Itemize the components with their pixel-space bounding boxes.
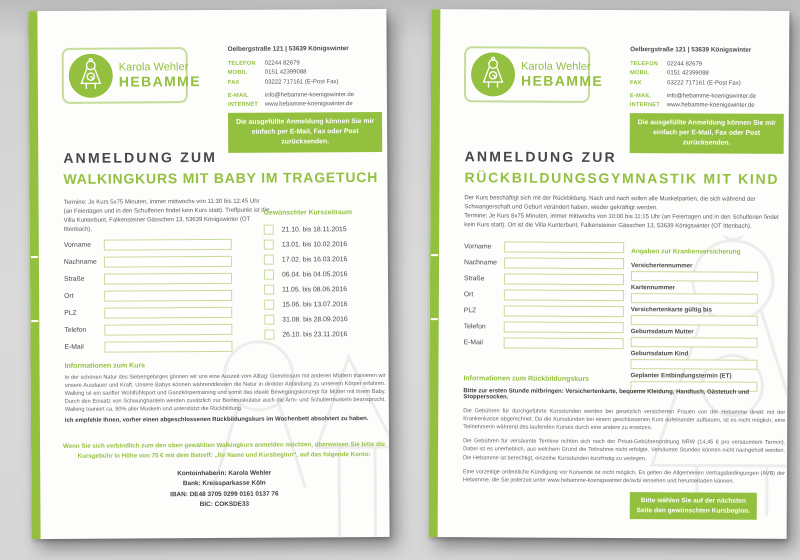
title-line1: ANMELDUNG ZUR — [464, 148, 617, 166]
period-date: 13.01. bis 10.02.2016 — [281, 240, 348, 249]
period-date: 26.10. bis 23.11.2016 — [282, 330, 348, 339]
page-title — [464, 148, 779, 187]
fold-mark — [31, 256, 38, 258]
mobil-label: MOBIL — [227, 70, 248, 77]
email-value: info@hebamme-koenigswinter.de — [666, 93, 757, 100]
course-terms: Termine: Je Kurs 5x75 Minuten, immer mittwochs von 11:30 bis 12:45 Uhr (an Feiertagen und in den Schulferien findet kein Kurs statt). Treffpunkt ist die Villa Kunterbunt, Falkensteiner Gässchen 13, 53639 Königswinter (OT Ittenbach). — [63, 198, 270, 233]
period-date: 06.04. bis 04.05.2016 — [281, 270, 348, 279]
fax-value: 03222 717161 (E-Post Fax) — [264, 78, 339, 86]
mobil-value: 0151 42399088 — [667, 70, 709, 77]
logo-name: Karola Wehler — [118, 60, 189, 74]
bank-details — [59, 468, 389, 511]
period-date: 17.02. bis 16.03.2016 — [281, 255, 348, 264]
logo-name: Karola Wehler — [521, 60, 591, 73]
vorname-label: Vorname — [63, 241, 92, 249]
internet-value: www.hebamme-koenigswinter.de — [666, 102, 755, 109]
nachname-label: Nachname — [464, 259, 497, 267]
telefon-value: 02244 82679 — [264, 60, 300, 67]
telefon-field-label: Telefon — [463, 323, 486, 331]
ort-input[interactable] — [104, 290, 232, 302]
course-intro: Der Kurs beschäftigt sich mit der Rückbildung. Nach und nach sollen alle Muskelpartien, die sich während der Schwangerschaft und Geburt verändert haben, wieder gekräftigt werden. — [464, 195, 756, 212]
mobil-label: MOBIL — [630, 70, 650, 77]
period-checkbox[interactable] — [264, 255, 274, 265]
plz-label: PLZ — [463, 307, 477, 315]
logo-text — [521, 60, 603, 89]
info-section — [463, 375, 786, 492]
period-checkbox[interactable] — [264, 330, 274, 340]
page-accent-bar — [28, 11, 40, 539]
ort-label: Ort — [64, 292, 74, 300]
email-label: E-MAIL — [629, 92, 651, 100]
plz-input[interactable] — [104, 307, 232, 319]
telefon-input[interactable] — [504, 321, 624, 333]
period-date: 11.05. bis 08.06.2016 — [282, 285, 348, 294]
address-line: Oelbergstraße 121 | 53639 Königswinter — [630, 46, 752, 54]
logo-profession: HEBAMME — [520, 72, 604, 90]
personal-data-fields — [64, 239, 233, 359]
period-date: 21.10. bis 18.11.2015 — [281, 225, 347, 234]
info-heading: Informationen zum Kurs — [64, 362, 146, 370]
nachname-input[interactable] — [104, 256, 232, 268]
period-checkbox[interactable] — [264, 225, 274, 235]
next-page-note: Bitte wählen Sie auf der nächsten Seite den gewünschten Kursbeginn. — [630, 492, 757, 520]
contact-block — [228, 45, 382, 110]
period-date: 15.06. bis 13.07.2016 — [282, 300, 348, 309]
cancellation-paragraph: Eine vorzeitige ordentliche Kündigung vor Kursende ist nicht möglich. Es gelten die Allgemeinen Vertragsbedingungen (AVB) der Hebamme, die Sie jederzeit unter www.hebamme-koenigswinter.de/avb/ einsehen und herunterladen können. — [462, 468, 785, 485]
info-recommendation: Ich empfehle Ihnen, vorher einen abgeschlossenen Rückbildungskurs im Wochenbett absolviert zu haben. — [64, 416, 369, 424]
fees-paragraph: Die Gebühren für durchgeführte Kursstunden werden bei gesetzlich versicherten Frauen von der Hebamme direkt mit der Krankenkasse abgerechnet. Da die Kursstunden bei einem geschlossenen Kurs aufeinander aufbauen, ist es nicht möglich, eine Teilnehmerin während des laufenden Kurses durch eine andere zu ersetzen. — [463, 408, 786, 432]
bank-holder: Kontoinhaberin: Karola Wehler — [177, 469, 272, 478]
period-date: 31.08. bis 28.09.2016 — [282, 315, 348, 324]
bank-iban: IBAN: DE48 3705 0299 0161 0137 76 — [170, 490, 279, 498]
geburtsdatum-kind-label: Geburtsdatum Kind — [630, 350, 689, 358]
email-field-label: E-Mail — [64, 343, 84, 351]
fax-label: FAX — [629, 79, 642, 86]
ort-label: Ort — [463, 291, 474, 299]
telefon-field-label: Telefon — [64, 326, 87, 334]
fold-mark — [31, 320, 38, 322]
entbindungstermin-label: Geplanter Entbindungstermin (ET) — [630, 372, 732, 380]
period-checkbox[interactable] — [264, 285, 274, 295]
plz-label: PLZ — [64, 309, 77, 317]
geburtsdatum-mutter-input[interactable] — [631, 337, 758, 348]
ort-input[interactable] — [504, 289, 624, 301]
telefon-label: TELEFON — [227, 60, 256, 67]
logo-profession: HEBAMME — [118, 73, 202, 90]
telefon-label: TELEFON — [630, 61, 659, 68]
insurance-heading: Angaben zur Krankenversicherung — [631, 248, 741, 256]
midwife-logo-icon — [69, 54, 113, 98]
personal-data-fields — [464, 241, 625, 354]
email-input[interactable] — [104, 341, 232, 353]
versichertennummer-input[interactable] — [631, 271, 758, 282]
internet-value: www.hebamme-koenigswinter.de — [264, 101, 353, 108]
bank-bic: BIC: COKSDE33 — [199, 500, 250, 508]
email-value: info@hebamme-koenigswinter.de — [264, 92, 355, 99]
fold-mark — [431, 318, 438, 320]
email-input[interactable] — [504, 337, 624, 349]
strasse-label: Straße — [463, 275, 485, 283]
vorname-input[interactable] — [104, 239, 232, 251]
midwife-logo-icon — [471, 52, 515, 96]
email-label: E-MAIL — [227, 92, 249, 99]
strasse-label: Straße — [64, 275, 85, 283]
karte-gueltig-input[interactable] — [631, 315, 758, 326]
strasse-input[interactable] — [504, 273, 624, 285]
course-period-list — [264, 209, 353, 345]
nachname-label: Nachname — [63, 258, 97, 266]
info-heading: Informationen zum Rückbildungskurs — [463, 375, 590, 383]
logo-text — [119, 61, 201, 90]
geburtsdatum-kind-input[interactable] — [631, 359, 758, 370]
address-line: Oelbergstraße 121 | 53639 Königswinter — [227, 45, 349, 53]
telefon-value: 02244 82679 — [667, 61, 703, 68]
payment-note: Wenn Sie sich verbindlich zum den oben gewählten Walkingkurs anmelden möchten, überweisen Sie bitte die Kursgebühr in Höhe von 75 € mit dem Betreff: „Ihr Name und Kursbeginn“, auf das folgende Konto: — [62, 440, 386, 460]
page-title — [63, 148, 378, 187]
form-page-rueckbildung — [429, 9, 790, 539]
logo — [464, 46, 604, 103]
period-checkbox[interactable] — [264, 315, 274, 325]
page-accent-bar — [429, 9, 441, 537]
versichertennummer-label: Versichertennummer — [631, 262, 693, 270]
title-line1: ANMELDUNG ZUM — [63, 148, 218, 166]
vorname-input[interactable] — [504, 241, 624, 253]
period-checkbox[interactable] — [264, 300, 274, 310]
kartennummer-input[interactable] — [631, 293, 758, 304]
form-page-walkingkurs — [28, 9, 389, 539]
fax-label: FAX — [227, 79, 240, 86]
info-text: In der schönen Natur des Siebengebirges gönnen wir uns eine Auszeit vom Alltag: Gemeinsam mit anderen Müttern trainieren wir unsere Ausdauer und Kraft. Unsere Babys können währenddessen die Natur in direkter Anbindung zu unserem Körper erfahren. Walking ist ein sanfter Wohlfühlsport und Ganzkörpertraining und somit das ideale Bewegungskonzept für Mütter mit ihrem Baby. Durch den Einsatz von Schwunghanteln werden zusätzlich zur Beinmuskulatur auch die Arm- und Schultermuskeln beansprucht. Walking trainiert ca. 90% aller Muskeln und unterstützt die Rückbildung. — [64, 372, 386, 414]
insurance-section — [630, 248, 758, 395]
telefon-input[interactable] — [104, 324, 232, 336]
plz-input[interactable] — [504, 305, 624, 317]
fax-value: 03222 717161 (E-Post Fax) — [666, 79, 741, 87]
fold-mark — [431, 254, 438, 256]
karte-gueltig-label: Versichertenkarte gültig bis — [630, 306, 712, 314]
geburtsdatum-mutter-label: Geburtsdatum Mutter — [630, 328, 694, 336]
contact-block — [630, 46, 784, 111]
kartennummer-label: Kartennummer — [630, 284, 675, 292]
strasse-input[interactable] — [104, 273, 232, 285]
bank-name: Bank: Kreissparkasse Köln — [182, 479, 266, 488]
bring-along-note: Bitte zur ersten Stunde mitbringen: Versichertenkarte, bequeme Kleidung, Handtuch, Gästetuch und Stoppersocken. — [463, 388, 750, 401]
title-line2: RÜCKBILDUNGSGYMNASTIK MIT KIND — [464, 169, 780, 187]
email-field-label: E-Mail — [463, 339, 483, 347]
internet-label: INTERNET — [629, 102, 660, 109]
missed-sessions-paragraph: Die Gebühren für versäumte Termine richten sich nach der Privat-Gebührenordnung NRW (14,45 € pro versäumtem Termin). Dabei ist es unerheblich, aus welchem Grund die Teilnahme nicht erfolgte. Versäumte Stunden können nicht nachgeholt werden. Die Hebamme ist berechtigt, einzelne Kursstunden kurzfristig zu verlegen. — [463, 438, 786, 462]
course-period-heading: Gewünschter Kurszeitraum — [263, 209, 353, 217]
vorname-label: Vorname — [464, 243, 492, 251]
return-note: Die ausgefüllte Anmeldung können Sie mir einfach per E-Mail, Fax oder Post zurücksenden. — [228, 112, 382, 152]
nachname-input[interactable] — [504, 257, 624, 269]
internet-label: INTERNET — [227, 101, 259, 109]
course-terms: Termine: Je Kurs 8x75 Minuten, immer mittwochs von 10:00 bis 11:15 Uhr (an Feiertagen und in den Schulferien findet kein Kurs statt). Ort ist die Villa Kunterbunt, Falkensteiner Gässchen 13, 53639 Königswinter (OT Ittenbach). — [464, 213, 779, 230]
period-checkbox[interactable] — [264, 270, 274, 280]
return-note: Die ausgefüllte Anmeldung können Sie mir einfach per E-Mail, Fax oder Post zurücksenden. — [630, 113, 784, 153]
logo — [62, 47, 202, 104]
mobil-value: 0151 42399088 — [264, 69, 307, 76]
period-checkbox[interactable] — [264, 240, 274, 250]
title-line2: WALKINGKURS MIT BABY IM TRAGETUCH — [63, 168, 379, 187]
